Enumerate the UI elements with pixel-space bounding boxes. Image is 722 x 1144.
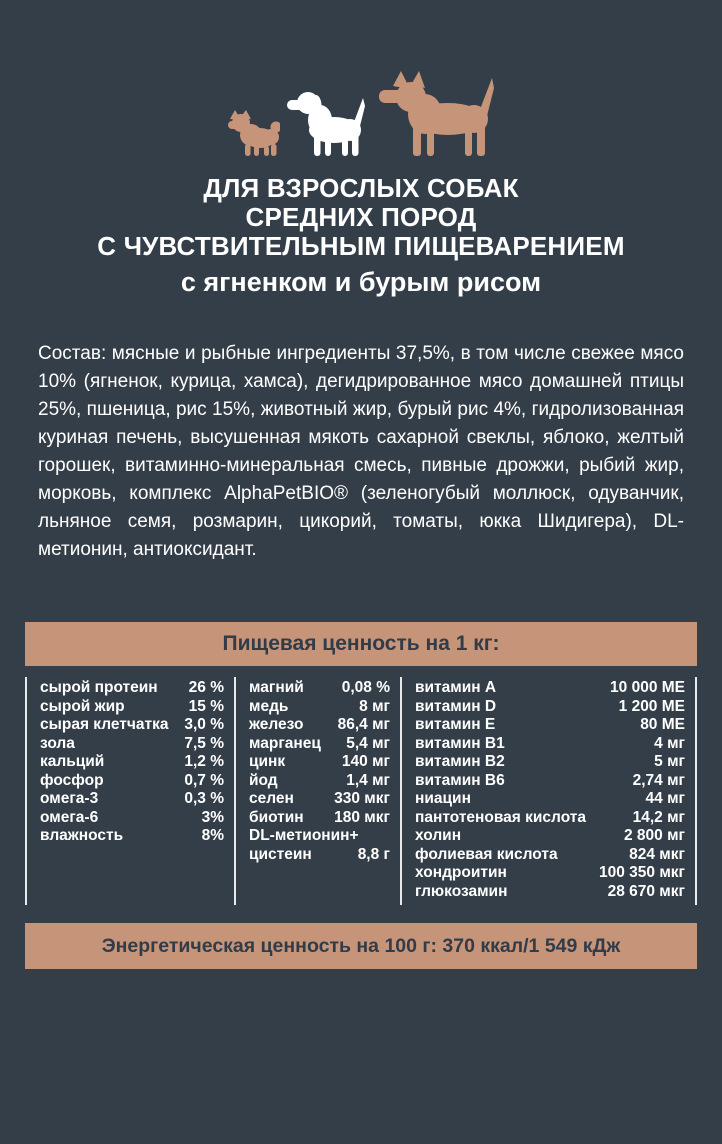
nutrient-label: витамин B2 bbox=[415, 753, 505, 770]
nutrient-label: глюкозамин bbox=[415, 882, 508, 900]
table-row bbox=[249, 772, 390, 791]
nutrient-label: пантотеновая кислота bbox=[415, 808, 586, 826]
nutrient-value: 7,5 % bbox=[184, 734, 224, 752]
table-row bbox=[40, 827, 224, 846]
product-title-line-1: ДЛЯ ВЗРОСЛЫХ СОБАК bbox=[203, 173, 519, 203]
table-row bbox=[40, 753, 224, 772]
nutrient-label: марганец bbox=[249, 734, 321, 752]
nutrient-value: 80 МЕ bbox=[640, 716, 685, 733]
table-row bbox=[415, 716, 685, 735]
table-row bbox=[415, 790, 685, 809]
table-row bbox=[249, 698, 390, 717]
nutrient-label: цинк bbox=[249, 753, 286, 770]
packaging-label bbox=[0, 70, 722, 1144]
nutrition-header-label: Пищевая ценность на 1 кг: bbox=[222, 632, 500, 655]
nutrient-value: 100 350 мкг bbox=[598, 864, 685, 881]
nutrition-table bbox=[25, 677, 697, 905]
nutrient-label: медь bbox=[249, 697, 289, 715]
nutrient-label: фосфор bbox=[40, 771, 104, 789]
nutrient-value: 1,2 % bbox=[184, 753, 224, 770]
nutrient-label: витамин B1 bbox=[415, 734, 505, 752]
nutrition-column-2 bbox=[234, 677, 400, 905]
nutrient-value: 1 200 МЕ bbox=[618, 697, 685, 715]
nutrient-label: цистеин bbox=[249, 845, 312, 863]
table-row bbox=[40, 716, 224, 735]
table-row bbox=[249, 679, 390, 698]
table-row bbox=[249, 809, 390, 828]
table-row bbox=[415, 883, 685, 902]
nutrient-value: 8% bbox=[201, 827, 224, 844]
table-row bbox=[249, 735, 390, 754]
nutrient-value: 5 мг bbox=[654, 753, 685, 770]
nutrient-value: 26 % bbox=[188, 679, 224, 696]
nutrient-value: 86,4 мг bbox=[337, 716, 390, 733]
nutrient-value: 0,08 % bbox=[341, 679, 390, 696]
table-row bbox=[415, 772, 685, 791]
nutrient-value: 824 мкг bbox=[629, 845, 685, 863]
medium-dog-icon bbox=[287, 88, 365, 156]
table-row bbox=[415, 753, 685, 772]
nutrient-value: 180 мкг bbox=[334, 808, 390, 826]
product-title-line-2: СРЕДНИХ ПОРОД bbox=[245, 202, 477, 232]
nutrient-value: 3,0 % bbox=[184, 716, 224, 733]
table-row bbox=[249, 753, 390, 772]
nutrient-label: ниацин bbox=[415, 790, 471, 807]
nutrient-label: биотин bbox=[249, 808, 304, 826]
nutrient-label: DL-метионин+ bbox=[249, 827, 359, 844]
nutrient-label: хондроитин bbox=[415, 864, 507, 881]
energy-value-label: Энергетическая ценность на 100 г: 370 ккал/1 549 кДж bbox=[101, 934, 621, 957]
nutrient-value: 2,74 мг bbox=[632, 771, 685, 789]
nutrient-value: 1,4 мг bbox=[346, 771, 390, 789]
nutrient-value: 2 800 мг bbox=[623, 827, 685, 844]
nutrient-value: 10 000 МЕ bbox=[610, 679, 685, 696]
nutrient-label: йод bbox=[249, 771, 278, 789]
nutrient-value: 5,4 мг bbox=[346, 734, 390, 752]
nutrient-label: фолиевая кислота bbox=[415, 845, 558, 863]
table-row bbox=[415, 735, 685, 754]
nutrient-label: омега-3 bbox=[40, 790, 99, 807]
nutrient-label: витамин A bbox=[415, 679, 497, 696]
nutrient-label: сырой протеин bbox=[40, 679, 158, 696]
table-row bbox=[249, 827, 390, 846]
table-row bbox=[40, 809, 224, 828]
table-row bbox=[415, 698, 685, 717]
nutrition-column-1 bbox=[25, 677, 234, 905]
nutrient-label: селен bbox=[249, 790, 294, 807]
table-row bbox=[415, 809, 685, 828]
nutrient-label: железо bbox=[249, 716, 304, 733]
product-title-line-3: С ЧУВСТВИТЕЛЬНЫМ ПИЩЕВАРЕНИЕМ bbox=[97, 231, 625, 261]
product-flavor-subtitle: с ягненком и бурым рисом bbox=[180, 267, 542, 297]
nutrient-value: 0,7 % bbox=[184, 771, 224, 789]
product-title bbox=[0, 174, 722, 261]
nutrition-header-banner bbox=[25, 622, 697, 666]
nutrient-value: 15 % bbox=[188, 697, 224, 715]
table-row bbox=[40, 679, 224, 698]
nutrient-value: 0,3 % bbox=[184, 790, 224, 807]
table-row bbox=[40, 790, 224, 809]
composition-text: Состав: мясные и рыбные ингредиенты 37,5%, в том числе свежее мясо 10% (ягненок, курица, хамса), дегидрированное мясо домашней птицы 25%, пшеница, рис 15%, животный жир, бурый рис 4%, гидролизованная куриная печень, высушенная мякоть сахарной свеклы, яблоко, желтый горошек, витаминно-минеральная смесь, пивные дрожжи, рыбий жир, морковь, комплекс AlphaPetBIO® (зеленогубый моллюск, одуванчик, льняное семя, розмарин, цикорий, томаты, юкка Шидигера), DL-метионин, антиоксидант. bbox=[38, 343, 684, 560]
nutrient-label: кальций bbox=[40, 753, 105, 770]
table-row bbox=[249, 716, 390, 735]
nutrient-label: омега-6 bbox=[40, 808, 99, 826]
nutrient-label: зола bbox=[40, 734, 75, 752]
nutrient-label: влажность bbox=[40, 827, 124, 844]
dog-silhouettes-group bbox=[0, 70, 722, 156]
nutrient-value: 8 мг bbox=[359, 697, 390, 715]
nutrient-value: 3% bbox=[201, 808, 224, 826]
table-row bbox=[249, 846, 390, 865]
table-row bbox=[40, 772, 224, 791]
table-row bbox=[415, 846, 685, 865]
small-dog-icon bbox=[228, 108, 280, 156]
nutrition-column-3 bbox=[400, 677, 697, 905]
nutrient-label: витамин D bbox=[415, 697, 497, 715]
nutrient-label: холин bbox=[415, 827, 462, 844]
nutrient-value: 44 мг bbox=[645, 790, 685, 807]
table-row bbox=[415, 679, 685, 698]
table-row bbox=[40, 735, 224, 754]
table-row bbox=[40, 698, 224, 717]
nutrient-label: витамин B6 bbox=[415, 771, 505, 789]
nutrient-label: витамин E bbox=[415, 716, 496, 733]
energy-value-banner bbox=[25, 923, 697, 969]
large-dog-icon bbox=[372, 70, 494, 156]
table-row bbox=[415, 864, 685, 883]
table-row bbox=[249, 790, 390, 809]
nutrient-value: 14,2 мг bbox=[632, 808, 685, 826]
nutrient-value: 28 670 мкг bbox=[607, 882, 685, 900]
nutrient-value: 4 мг bbox=[654, 734, 685, 752]
nutrient-label: сырая клетчатка bbox=[40, 716, 169, 733]
nutrient-label: магний bbox=[249, 679, 304, 696]
nutrient-value: 330 мкг bbox=[334, 790, 390, 807]
nutrient-value: 140 мг bbox=[341, 753, 390, 770]
table-row bbox=[415, 827, 685, 846]
nutrient-value: 8,8 г bbox=[357, 845, 390, 863]
nutrient-label: сырой жир bbox=[40, 697, 125, 715]
